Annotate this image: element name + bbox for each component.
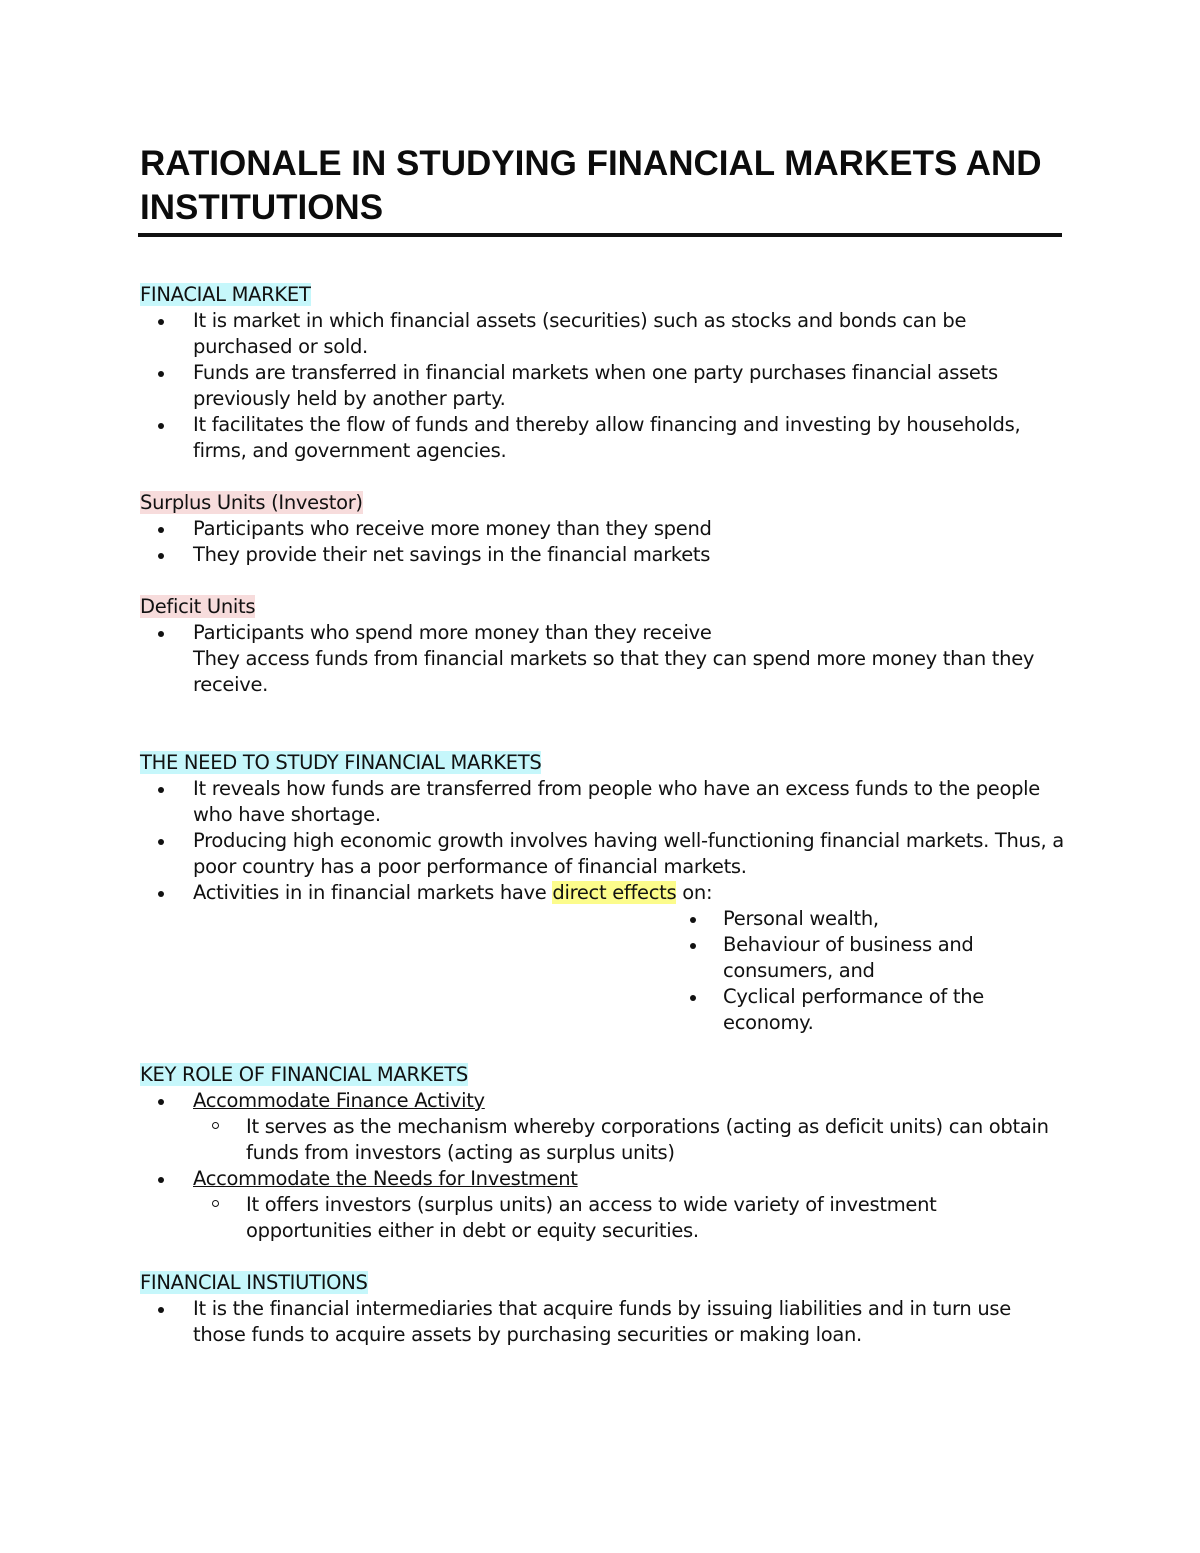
heading-surplus-units: Surplus Units (Investor)	[140, 491, 363, 514]
deficit-units-continuation: They access funds from financial markets so that they can spend more money than they receive.	[193, 647, 1035, 696]
document-body	[140, 282, 1065, 1348]
section-surplus-units	[140, 490, 1065, 568]
effects-list	[670, 906, 1065, 1036]
heading-financial-market: FINACIAL MARKET	[140, 283, 311, 306]
key-role-list	[140, 1088, 1065, 1244]
section-deficit-units	[140, 594, 1065, 698]
effects-highlight: direct effects	[552, 881, 677, 904]
title-rule	[138, 233, 1062, 237]
heading-key-role: KEY ROLE OF FINANCIAL MARKETS	[140, 1063, 468, 1086]
key-role-label: Accommodate the Needs for Investment	[193, 1167, 578, 1190]
list-item: Cyclical performance of the economy.	[670, 984, 1065, 1036]
list-item: They provide their net savings in the financial markets	[140, 542, 1065, 568]
need-to-study-list	[140, 776, 1065, 906]
list-item	[140, 1088, 1065, 1114]
effects-suffix: on:	[676, 881, 713, 904]
surplus-units-list	[140, 516, 1065, 568]
document-title: RATIONALE IN STUDYING FINANCIAL MARKETS AND INSTITUTIONS	[140, 144, 1042, 227]
list-item: Personal wealth,	[670, 906, 1065, 932]
deficit-units-list	[140, 620, 1065, 646]
heading-need-to-study: THE NEED TO STUDY FINANCIAL MARKETS	[140, 751, 542, 774]
section-financial-market	[140, 282, 1065, 464]
section-financial-institutions	[140, 1270, 1065, 1348]
section-need-to-study	[140, 750, 1065, 1036]
sub-list-item: It serves as the mechanism whereby corporations (acting as deficit units) can obtain funds from investors (acting as surplus units)	[140, 1114, 1065, 1166]
section-key-role	[140, 1062, 1065, 1244]
list-item: Participants who receive more money than they spend	[140, 516, 1065, 542]
list-item: Funds are transferred in financial markets when one party purchases financial assets previously held by another party.	[140, 360, 1065, 412]
list-item: It is the financial intermediaries that acquire funds by issuing liabilities and in turn use those funds to acquire assets by purchasing securities or making loan.	[140, 1296, 1065, 1348]
heading-financial-institutions: FINANCIAL INSTIUTIONS	[140, 1271, 368, 1294]
list-item: It is market in which financial assets (securities) such as stocks and bonds can be purchased or sold.	[140, 308, 1065, 360]
key-role-label: Accommodate Finance Activity	[193, 1089, 485, 1112]
financial-institutions-list	[140, 1296, 1065, 1348]
list-item: Participants who spend more money than they receive	[140, 620, 1065, 646]
list-item	[140, 1166, 1065, 1192]
effects-prefix: Activities in in financial markets have	[193, 881, 553, 904]
list-item: It reveals how funds are transferred from people who have an excess funds to the people who have shortage.	[140, 776, 1065, 828]
financial-market-list	[140, 308, 1065, 464]
list-item: It facilitates the flow of funds and thereby allow financing and investing by households, firms, and government agencies.	[140, 412, 1065, 464]
sub-list-item: It offers investors (surplus units) an access to wide variety of investment opportunities either in debt or equity securities.	[140, 1192, 1065, 1244]
list-item: Producing high economic growth involves having well-functioning financial markets. Thus, a poor country has a poor performance of financial markets.	[140, 828, 1065, 880]
heading-deficit-units: Deficit Units	[140, 595, 256, 618]
list-item-effects	[140, 880, 1065, 906]
list-item: Behaviour of business and consumers, and	[670, 932, 1065, 984]
